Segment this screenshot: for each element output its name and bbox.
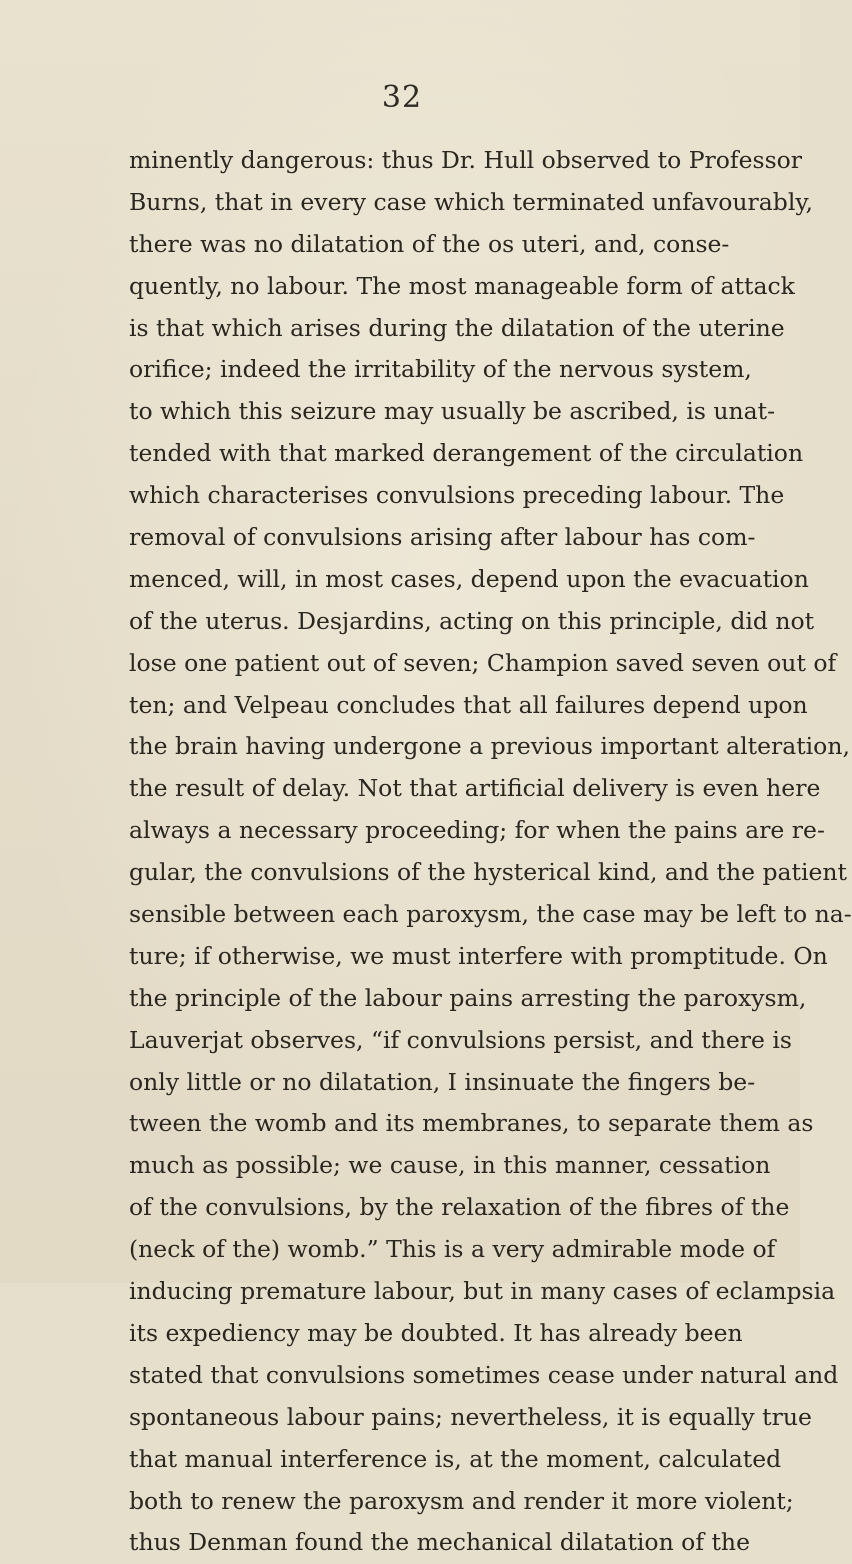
text-line: (neck of the) womb.” This is a very admirable mode of xyxy=(129,1235,776,1264)
text-line: orifice; indeed the irritability of the nervous system, xyxy=(129,355,752,384)
text-line: spontaneous labour pains; nevertheless, it is equally true xyxy=(129,1402,812,1431)
text-line: the brain having undergone a previous important alteration, xyxy=(129,732,850,761)
text-line: both to renew the paroxysm and render it more violent; xyxy=(129,1486,794,1515)
text-line: inducing premature labour, but in many cases of eclampsia xyxy=(129,1277,836,1306)
text-line: sensible between each paroxysm, the case may be left to na- xyxy=(129,900,852,929)
text-line: lose one patient out of seven; Champion saved seven out of xyxy=(129,648,837,677)
text-line: only little or no dilatation, I insinuate the fingers be- xyxy=(129,1067,756,1096)
text-line: of the uterus. Desjardins, acting on this principle, did not xyxy=(129,606,815,635)
text-line: there was no dilatation of the os uteri, and, conse- xyxy=(129,229,730,258)
text-line: its expediency may be doubted. It has already been xyxy=(129,1318,743,1347)
text-line: menced, will, in most cases, depend upon the evacuation xyxy=(129,564,809,593)
text-line: the principle of the labour pains arresting the paroxysm, xyxy=(129,983,807,1012)
text-line: to which this seizure may usually be ascribed, is unat- xyxy=(129,397,776,426)
text-line: which characterises convulsions preceding labour. The xyxy=(129,481,785,510)
text-line: minently dangerous: thus Dr. Hull observed to Professor xyxy=(129,146,803,174)
text-line: tended with that marked derangement of the circulation xyxy=(129,439,804,468)
body-text xyxy=(129,140,852,1564)
text-line: tween the womb and its membranes, to separate them as xyxy=(129,1109,814,1138)
text-line: ten; and Velpeau concludes that all failures depend upon xyxy=(129,690,808,719)
text-line: removal of convulsions arising after labour has com- xyxy=(129,523,756,552)
text-line: always a necessary proceeding; for when the pains are re- xyxy=(129,816,825,845)
text-line: the result of delay. Not that artificial delivery is even here xyxy=(129,774,821,803)
page-number: 32 xyxy=(381,80,423,115)
text-line: quently, no labour. The most manageable form of attack xyxy=(129,271,795,300)
text-line: gular, the convulsions of the hysterical kind, and the patient xyxy=(129,858,848,887)
text-line: Burns, that in every case which terminated unfavourably, xyxy=(129,187,813,216)
text-line: thus Denman found the mechanical dilatation of the xyxy=(129,1528,750,1557)
text-line: of the convulsions, by the relaxation of the fibres of the xyxy=(129,1193,790,1222)
text-line: that manual interference is, at the moment, calculated xyxy=(129,1444,782,1473)
text-line: Lauverjat observes, “if convulsions persist, and there is xyxy=(129,1025,792,1054)
text-line: is that which arises during the dilatation of the uterine xyxy=(129,313,785,342)
text-line: ture; if otherwise, we must interfere with promptitude. On xyxy=(129,941,828,970)
text-line: much as possible; we cause, in this manner, cessation xyxy=(129,1151,771,1180)
text-line: stated that convulsions sometimes cease under natural and xyxy=(129,1360,839,1389)
